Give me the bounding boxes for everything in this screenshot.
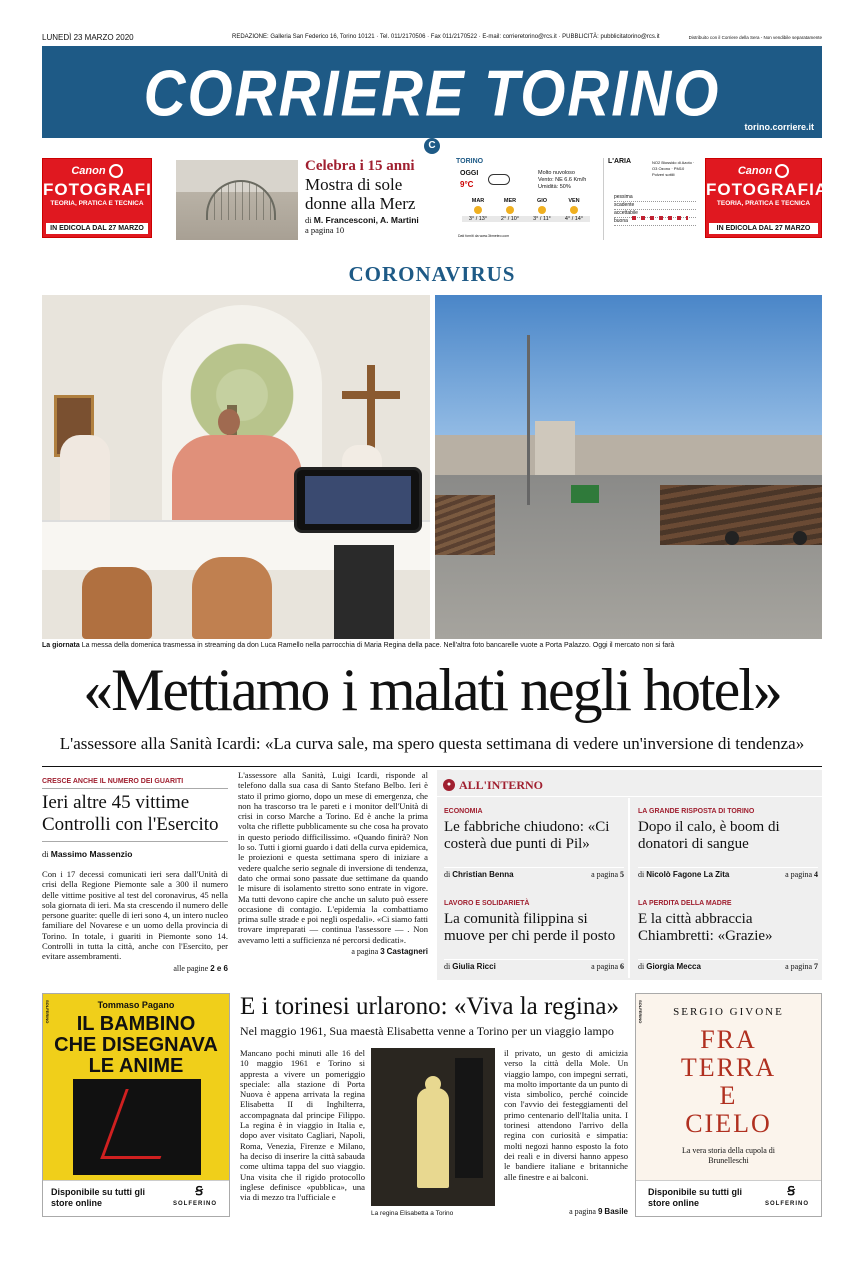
promo-title-2: donne alla Merz	[305, 194, 416, 213]
issue-date: LUNEDÌ 23 MARZO 2020	[42, 33, 134, 42]
publisher-logo: SOLFERINO	[172, 1201, 217, 1207]
canon-ad-edicola: IN EDICOLA DAL 27 MARZO	[709, 223, 818, 234]
newspaper-logo: CORRIERE TORINO	[143, 57, 721, 130]
photo-church-mass	[42, 295, 430, 639]
promo-kicker: Celebra i 15 anni	[305, 158, 415, 174]
story-body: L'assessore alla Sanità, Luigi Icardi, risponde al telefono dalla sua casa di Santo Stefano Belbo. Ieri è stato il primo giorno, dopo un mese di emergenza, che non ha trascorso tra le pareti e i monitor dell'Unità di crisi in corso Marche a Torino. Ed è anche la prima volta che riflette pubblicamente su che cosa ha provato in questo periodo difficilissimo. «Quando finirà? Non lo so. Tutti i giorni guardo i dati della curva epidemica, le proiezioni e questa settimana spero di iniziare a vedere qualche serio segnale di inversione di tendenza, dato che ormai sono passate due settimane da quando le misure di isolamento stretto sono entrate in vigore. Ma tutti devono capire che anche un saluto può essere occasione di contagio. L'epidemia la combattiamo prima sulle strade e poi negli ospedali». «Ci siamo fatti trovare impreparati — continua l'assessore — . Non avevamo letti a sufficienza né percorsi dedicati».	[238, 770, 428, 945]
forecast-day: VEN 4° / 14°	[558, 198, 590, 230]
market-stalls-left	[435, 495, 495, 555]
book-label: SOLFERINO	[45, 1000, 50, 1024]
inside-item[interactable]	[444, 900, 624, 971]
inside-byline: di Nicolò Fagone La Zita a pagina 4	[638, 867, 818, 879]
air-legend: NO2 Biossido di Azoto · O3 Ozono · PM10 Polveri sottili	[652, 160, 695, 177]
igloo-sculpture	[206, 180, 276, 220]
inside-item[interactable]	[444, 808, 624, 879]
story-body: Con i 17 decessi comunicati ieri sera dall'Unità di crisi della Regione Piemonte sale a 300 il numero delle vittime positive al test del coronavirus, 45 nella sola giornata di ieri. Ma sta crescendo il numero delle persone guarite: quelle di ieri sono 4, un intero nucleo familiare del Novarese e un uomo della provincia di Torino. In totale, i guariti in Piemonte sono 14. Controlli in tutta la città, anche con l'Esercito, per evitare assembramenti.	[42, 869, 228, 962]
queen-photo-caption: La regina Elisabetta a Torino	[371, 1210, 454, 1217]
book-ad-fra-terra[interactable]	[635, 993, 822, 1217]
wooden-cross-bar	[342, 391, 400, 399]
divider	[42, 766, 822, 767]
priest-head	[218, 409, 240, 435]
weather-desc: Molto nuvoloso	[538, 170, 575, 176]
forecast-day: GIO 3° / 11°	[526, 198, 558, 230]
building-tower	[535, 421, 575, 481]
canon-brand: Canon	[706, 164, 821, 178]
canon-ad-subtitle: TEORIA, PRATICA E TECNICA	[716, 200, 811, 207]
cloud-icon	[488, 174, 510, 185]
story-ref: alle pagine 2 e 6	[173, 963, 228, 973]
inside-item[interactable]	[638, 900, 818, 971]
tripod	[334, 545, 394, 639]
queen-photo	[371, 1048, 495, 1206]
weather-forecast	[456, 198, 602, 230]
smartphone-streaming	[294, 467, 422, 533]
book-cta: Disponibile su tutti gli store online	[51, 1187, 145, 1208]
inside-box	[437, 770, 822, 980]
weather-source: Dati forniti da www.3bmeteo.com	[458, 234, 510, 238]
inside-title: Le fabbriche chiudono: «Ci costerà due punti di Pil»	[444, 819, 610, 852]
weather-humidity: Umidità: 50%	[538, 184, 571, 190]
canon-ad-subtitle: TEORIA, PRATICA E TECNICA	[50, 200, 144, 207]
cart-wheel	[725, 531, 739, 545]
clay-pot-center	[192, 557, 272, 639]
inside-title: E la città abbraccia Chiambretti: «Grazie»	[638, 911, 773, 944]
photo-porta-palazzo	[435, 295, 822, 639]
publisher-logo: SOLFERINO	[764, 1201, 809, 1207]
forecast-day: MER 2° / 10°	[494, 198, 526, 230]
book-title: IL BAMBINO CHE DISEGNAVA LE ANIME	[54, 1013, 218, 1077]
weather-today-label: OGGI	[460, 170, 479, 177]
website-url[interactable]: torino.corriere.it	[744, 122, 814, 132]
canon-ad-right[interactable]	[705, 158, 829, 238]
book-ad-bambino[interactable]	[42, 993, 230, 1217]
queen-deck: Nel maggio 1961, Sua maestà Elisabetta venne a Torino per un viaggio lampo	[240, 1024, 614, 1038]
book-title: FRA TERRA E CIELO	[680, 1025, 777, 1138]
distribution-note: Distribuito con il Corriere della Sera - Non vendibile separatamente	[688, 35, 822, 40]
green-container	[571, 485, 599, 503]
section-title: CORONAVIRUS	[348, 262, 516, 286]
academy-logo-icon	[775, 164, 789, 178]
book-label: SOLFERINO	[638, 1000, 643, 1024]
redazione-info: REDAZIONE: Galleria San Federico 16, Torino 10121 · Tel. 011/2170506 · Fax 011/2170522 · E-mail: corrieretorino@rcs.it · PUBBLICITÀ: pubblicitatorino@rcs.it	[232, 34, 660, 40]
corriere-badge-icon: C	[424, 138, 440, 154]
weather-today-temp: 9°C	[460, 180, 474, 189]
story-ref: a pagina 3 Castagneri	[351, 947, 428, 957]
merz-exhibition-photo	[176, 160, 298, 240]
inside-title: La comunità filippina si muove per chi perde il posto	[444, 911, 616, 944]
weather-wind: Vento: NE 6.6 Km/h	[538, 177, 587, 183]
story-kicker: CRESCE ANCHE IL NUMERO DEI GUARITI	[42, 778, 184, 785]
canon-ad-edicola: IN EDICOLA DAL 27 MARZO	[46, 223, 148, 234]
solferino-icon: Ꞩ	[787, 1184, 795, 1198]
story-regina[interactable]	[240, 993, 630, 1039]
inside-kicker: LA GRANDE RISPOSTA DI TORINO	[638, 808, 755, 815]
story-title: Ieri altre 45 vittime Controlli con l'Esercito	[42, 792, 219, 835]
inside-title: Dopo il calo, è boom di donatori di sangue	[638, 819, 780, 852]
sun-icon	[506, 206, 514, 214]
queen-title: E i torinesi urlarono: «Viva la regina»	[240, 993, 619, 1020]
inside-header: ALL'INTERNO	[459, 778, 544, 792]
inside-byline: di Giulia Ricci a pagina 6	[444, 959, 624, 971]
air-quality-title: L'ARIA	[608, 158, 632, 165]
canon-ad-title: FOTOGRAFIA	[706, 180, 829, 199]
story-icardi[interactable]	[238, 770, 428, 956]
inside-item[interactable]	[638, 808, 818, 879]
lamp-post	[527, 335, 530, 505]
promo-page: a pagina 10	[305, 225, 345, 235]
inside-byline: di Giorgia Mecca a pagina 7	[638, 959, 818, 971]
queen-ref: a pagina 9 Basile	[569, 1207, 628, 1216]
sun-icon	[474, 206, 482, 214]
promo-byline: di M. Francesconi, A. Martini	[305, 215, 419, 225]
cart-wheel	[793, 531, 807, 545]
pin-icon: ●	[443, 779, 455, 791]
promo-title-1: Mostra di sole	[305, 175, 403, 194]
book-subtitle: La vera storia della cupola di Brunelleschi	[681, 1146, 776, 1165]
queen-col-1: Mancano pochi minuti alle 16 del 10 maggio 1961 e Torino si appresta a vivere un pomeriggio speciale: alla stazione di Porta Nuova è appena arrivata la regina Elisabetta II di Inghilterra, accompagnata dal principe Filippo. La regina è in viaggio in Italia e, dopo aver visitato Cagliari, Napoli, Roma, Venezia, Firenze e Milano, ha deciso di inserire la città sabauda come ultima tappa del suo viaggio. Una visita che il rigido protocollo inglese definisce «pubblica», una via di mezzo tra l'ufficiale e	[240, 1048, 365, 1203]
masthead	[42, 46, 822, 138]
clay-pot-left	[82, 567, 152, 639]
book-author: SERGIO GIVONE	[673, 1006, 784, 1018]
canon-brand: Canon	[43, 164, 151, 178]
story-vittime[interactable]	[42, 778, 228, 973]
solferino-icon: Ꞩ	[195, 1184, 203, 1198]
top-info-line	[42, 32, 822, 46]
main-deck: L'assessore alla Sanità Icardi: «La curva sale, ma spero questa settimana di vedere un'inversione di tendenza»	[59, 734, 805, 753]
sky	[435, 295, 822, 455]
story-byline: di Massimo Massenzio	[42, 849, 133, 859]
canon-ad-title: FOTOGRAFIA	[43, 180, 166, 199]
inside-kicker: ECONOMIA	[444, 808, 483, 815]
academy-logo-icon	[109, 164, 123, 178]
weather-city: TORINO	[456, 158, 484, 165]
forecast-day: MAR 3° / 13°	[462, 198, 494, 230]
inside-kicker: LAVORO E SOLIDARIETÀ	[444, 900, 530, 907]
book-cta: Disponibile su tutti gli store online	[648, 1187, 742, 1208]
inside-kicker: LA PERDITA DELLA MADRE	[638, 900, 732, 907]
queen-col-3: il privato, un gesto di amicizia verso la città della Mole. Un viaggio lampo, con impegni serrati, ma molto importante da un punto di vista simbolico, perché coincide con l'avvio dei festeggiamenti del primo centenario dell'Italia unita. I torinesi attendono l'arrivo della regina con curiosità e simpatia: molti negozi hanno esposto la foto dei reali e in diversi hanno appeso le bandiere italiane e britanniche alle finestre e ai balconi.	[504, 1048, 628, 1182]
canon-ad-left[interactable]	[42, 158, 166, 238]
priest-celebrant	[172, 435, 302, 525]
sun-icon	[538, 206, 546, 214]
air-levels: pessima scadente accettabile buona	[614, 194, 696, 226]
book-author: Tommaso Pagano	[97, 1000, 175, 1010]
weather-box	[456, 158, 696, 240]
book-cover-art	[73, 1079, 201, 1175]
photo-caption: La giornata La messa della domenica trasmessa in streaming da don Luca Ramello nella parrocchia di Maria Regina della pace. Nell'altra foto bancarelle vuote a Porta Palazzo. Oggi il mercato non si farà	[42, 642, 675, 649]
main-headline[interactable]: «Mettiamo i malati negli hotel»	[83, 657, 781, 723]
inside-byline: di Christian Benna a pagina 5	[444, 867, 624, 879]
sun-icon	[570, 206, 578, 214]
promo-merz[interactable]	[305, 158, 445, 235]
